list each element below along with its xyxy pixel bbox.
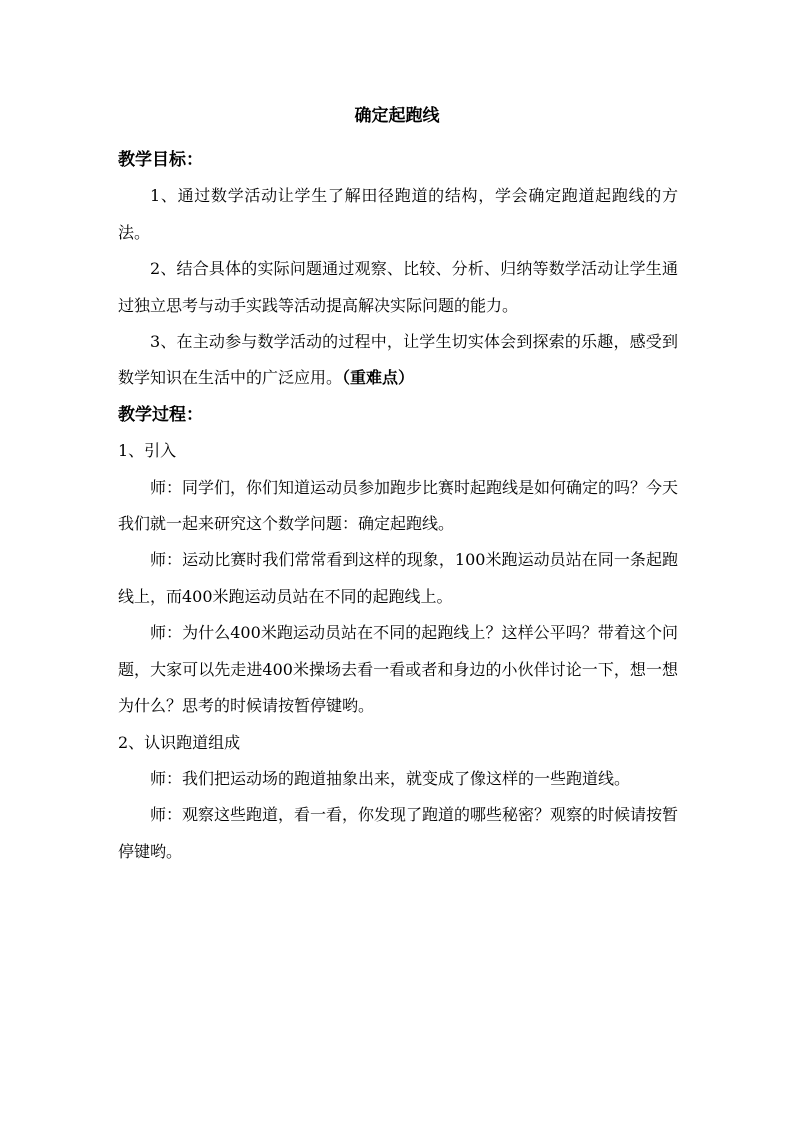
paragraph-4: 师：我们把运动场的跑道抽象出来，就变成了像这样的一些跑道线。 xyxy=(150,768,631,788)
objective-1: 1、通过数学活动让学生了解田径跑道的结构，学会确定跑道起跑线的方法。 xyxy=(118,186,678,242)
paragraph-2: 师：运动比赛时我们常常看到这样的现象，100米跑运动员站在同一条起跑线上，而400米跑运动员站在不同的起跑线上。 xyxy=(118,550,678,606)
document-title: 确定起跑线 xyxy=(354,106,440,126)
objective-3 xyxy=(118,324,678,397)
objective-3-key-marker: （重难点） xyxy=(342,368,415,388)
paragraph-5: 师：观察这些跑道，看一看，你发现了跑道的哪些秘密？观察的时候请按暂停键哟。 xyxy=(118,805,679,861)
objective-3-text: 3、在主动参与数学活动的过程中，让学生切实体会到探索的乐趣，感受到数学知识在生活中的广泛应用。 xyxy=(118,332,678,388)
paragraph-3: 师：为什么400米跑运动员站在不同的起跑线上？这样公平吗？带着这个问题，大家可以先走进400米操场去看一看或者和身边的小伙伴讨论一下，想一想为什么？思考的时候请按暂停键哟。 xyxy=(118,623,678,716)
paragraph-1: 师：同学们，你们知道运动员参加跑步比赛时起跑线是如何确定的吗？今天我们就一起来研究这个数学问题：确定起跑线。 xyxy=(118,477,679,534)
objective-2: 2、结合具体的实际问题通过观察、比较、分析、归纳等数学活动让学生通过独立思考与动手实践等活动提高解决实际问题的能力。 xyxy=(118,259,678,315)
section-2-heading: 2、认识跑道组成 xyxy=(118,732,241,752)
objectives-heading: 教学目标： xyxy=(118,150,203,170)
process-heading: 教学过程： xyxy=(118,404,203,425)
section-1-heading: 1、引入 xyxy=(118,441,177,461)
document-body xyxy=(118,142,678,870)
